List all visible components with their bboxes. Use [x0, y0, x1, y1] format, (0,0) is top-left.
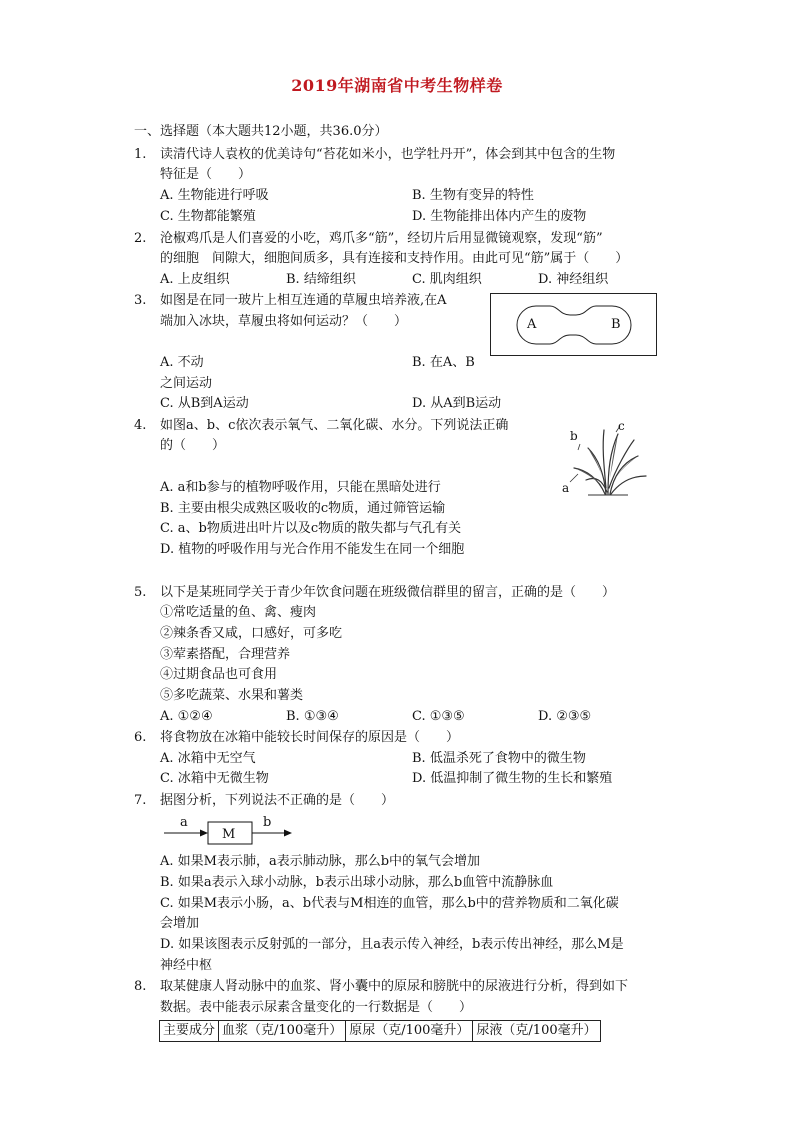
- flow-diagram: [160, 812, 300, 850]
- q7-option-d: D. 如果该图表示反射弧的一部分，且a表示传入神经，b表示传出神经，那么M是: [160, 937, 624, 952]
- q6-option-d: D. 低温抑制了微生物的生长和繁殖: [412, 771, 613, 786]
- q5-item-1: ①常吃适量的鱼、禽、瘦肉: [160, 605, 317, 620]
- q7-option-a: A. 如果M表示肺，a表示肺动脉，那么b中的氧气会增加: [160, 854, 481, 869]
- q1-number: 1.: [134, 147, 147, 162]
- q1-stem-line2: 特征是（ ）: [160, 167, 252, 182]
- plant-label-b: b: [570, 429, 578, 443]
- arrow-in-head: [200, 830, 208, 837]
- exam-title: 2019年湖南省中考生物样卷: [291, 76, 503, 95]
- q7-stem-line1: 据图分析，下列说法不正确的是（ ）: [160, 793, 395, 808]
- q1-option-c: C. 生物都能繁殖: [160, 209, 256, 224]
- q4-option-b: B. 主要由根尖成熟区吸收的c物质，通过筛管运输: [160, 501, 446, 516]
- q5-option-d: D. ②③⑤: [538, 709, 592, 724]
- q2-stem-line1: 沧椒鸡爪是人们喜爱的小吃，鸡爪多“筋”，经切片后用显微镜观察，发现“筋”: [160, 231, 603, 246]
- q4-option-d: D. 植物的呼吸作用与光合作用不能发生在同一个细胞: [160, 542, 465, 557]
- q8-stem-line1: 取某健康人肾动脉中的血浆、肾小囊中的原尿和膀胱中的尿液进行分析，得到如下: [160, 979, 629, 994]
- q3-number: 3.: [134, 293, 147, 308]
- q4-number: 4.: [134, 418, 147, 433]
- q7-option-b: B. 如果a表示入球小动脉，b表示出球小动脉，那么b血管中流静脉血: [160, 875, 554, 890]
- q2-option-c: C. 肌肉组织: [412, 272, 482, 287]
- q3-option-d: D. 从A到B运动: [412, 396, 502, 411]
- q6-number: 6.: [134, 730, 147, 745]
- q3-option-b-cont: 之间运动: [160, 376, 213, 391]
- q2-stem-line2: 的细胞 间隙大，细胞间质多，具有连接和支持作用。由此可见“筋”属于（ ）: [160, 251, 629, 266]
- table-header-cell: 血浆（克/100毫升）: [219, 1021, 346, 1042]
- q8-stem-line2: 数据。表中能表示尿素含量变化的一行数据是（ ）: [160, 1000, 473, 1015]
- table-header-row: [160, 1021, 601, 1042]
- q5-option-a: A. ①②④: [160, 709, 213, 724]
- flow-label-a: a: [180, 815, 188, 830]
- q5-item-4: ④过期食品也可食用: [160, 667, 278, 682]
- figure-label-b: B: [611, 317, 621, 332]
- q4-option-a: A. a和b参与的植物呼吸作用，只能在黑暗处进行: [160, 480, 441, 495]
- q4-stem-line2: 的（ ）: [160, 438, 226, 453]
- q8-number: 8.: [134, 979, 147, 994]
- q5-item-2: ②辣条香又咸，口感好，可多吃: [160, 626, 343, 641]
- figure-label-a: A: [527, 317, 537, 332]
- q7-option-c: C. 如果M表示小肠，a、b代表与M相连的血管，那么b中的营养物质和二氧化碳: [160, 896, 619, 911]
- q6-stem-line1: 将食物放在冰箱中能较长时间保存的原因是（ ）: [160, 730, 460, 745]
- q5-number: 5.: [134, 585, 147, 600]
- q1-option-a: A. 生物能进行呼吸: [160, 188, 269, 203]
- arrow-out-head: [284, 830, 292, 837]
- table-header-cell: 原尿（克/100毫升）: [346, 1021, 473, 1042]
- flow-label-m: M: [222, 827, 236, 842]
- q7-number: 7.: [134, 793, 147, 808]
- q3-stem-line2: 端加入冰块，草履虫将如何运动？（ ）: [160, 314, 408, 329]
- q6-option-c: C. 冰箱中无微生物: [160, 771, 269, 786]
- q1-option-d: D. 生物能排出体内产生的废物: [412, 209, 587, 224]
- q5-option-b: B. ①③④: [286, 709, 339, 724]
- q3-stem-line1: 如图是在同一玻片上相互连通的草履虫培养液,在A: [160, 293, 447, 308]
- section-heading: 一、选择题（本大题共12小题，共36.0分）: [134, 124, 388, 139]
- table-header-cell: 主要成分: [160, 1021, 219, 1042]
- paramecium-slide-figure: [490, 293, 658, 357]
- q5-stem-line1: 以下是某班同学关于青少年饮食问题在班级微信群里的留言，正确的是（ ）: [160, 585, 616, 600]
- q5-item-3: ③荤素搭配，合理营养: [160, 647, 291, 662]
- q4-stem-line1: 如图a、b、c依次表示氧气、二氧化碳、水分。下列说法正确: [160, 418, 509, 433]
- q1-stem-line1: 读清代诗人袁枚的优美诗句“苔花如米小，也学牡丹开”，体会到其中包含的生物: [160, 147, 616, 162]
- plant-label-a: a: [562, 481, 570, 495]
- q2-option-a: A. 上皮组织: [160, 272, 230, 287]
- q2-number: 2.: [134, 231, 147, 246]
- q1-option-b: B. 生物有变异的特性: [412, 188, 534, 203]
- table-header-cell: 尿液（克/100毫升）: [473, 1021, 600, 1042]
- q6-option-b: B. 低温杀死了食物中的微生物: [412, 751, 586, 766]
- q3-option-b: B. 在A、B: [412, 355, 475, 370]
- q4-option-c: C. a、b物质进出叶片以及c物质的散失都与气孔有关: [160, 521, 462, 536]
- q3-option-c: C. 从B到A运动: [160, 396, 249, 411]
- q2-option-b: B. 结缔组织: [286, 272, 356, 287]
- q6-option-a: A. 冰箱中无空气: [160, 751, 256, 766]
- q7-option-c-cont: 会增加: [160, 916, 200, 931]
- q7-option-d-cont: 神经中枢: [160, 958, 213, 973]
- slide-frame: [491, 294, 657, 356]
- q3-option-a: A. 不动: [160, 355, 204, 370]
- q5-item-5: ⑤多吃蔬菜、水果和薯类: [160, 688, 304, 703]
- plant-figure: [558, 418, 668, 500]
- urea-data-table: [159, 1020, 601, 1042]
- flow-label-b: b: [263, 815, 272, 830]
- plant-label-c: c: [618, 419, 625, 433]
- q2-option-d: D. 神经组织: [538, 272, 609, 287]
- q5-option-c: C. ①③⑤: [412, 709, 465, 724]
